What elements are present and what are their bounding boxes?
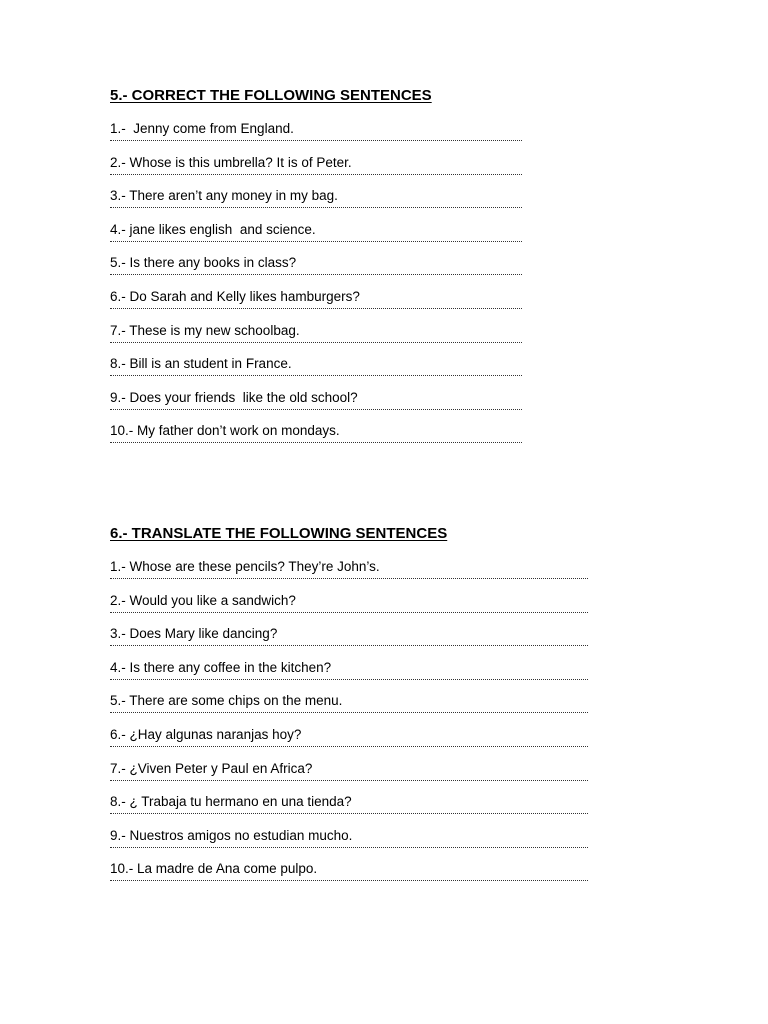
- sentence-text: 10.- La madre de Ana come pulpo.: [110, 861, 318, 877]
- list-item: [110, 860, 447, 894]
- sentence-text: 7.- ¿Viven Peter y Paul en Africa?: [110, 760, 313, 776]
- list-item: [110, 221, 432, 255]
- answer-line[interactable]: [110, 612, 588, 613]
- list-item: [110, 659, 447, 693]
- sentence-text: 10.- My father don’t work on mondays.: [110, 423, 340, 439]
- list-item: [110, 692, 447, 726]
- sentence-text: 1.- Whose are these pencils? They’re John’s.: [110, 559, 380, 574]
- answer-line[interactable]: [110, 308, 522, 309]
- list-item: [110, 288, 432, 322]
- answer-line[interactable]: [110, 409, 522, 410]
- sentence-text: 5.- There are some chips on the menu.: [110, 693, 343, 709]
- sentence-text: 8.- ¿ Trabaja tu hermano en una tienda?: [110, 794, 352, 810]
- sentence-text: 6.- Do Sarah and Kelly likes hamburgers?: [110, 288, 360, 304]
- list-item: [110, 760, 447, 794]
- answer-line[interactable]: [110, 342, 522, 343]
- answer-line[interactable]: [110, 813, 588, 814]
- sentence-text: 6.- ¿Hay algunas naranjas hoy?: [110, 726, 302, 742]
- list-item: [110, 726, 447, 760]
- section-title-translate: 6.- TRANSLATE THE FOLLOWING SENTENCES: [110, 525, 448, 542]
- answer-line[interactable]: [110, 746, 588, 747]
- answer-line[interactable]: [110, 645, 588, 646]
- sentence-text: 8.- Bill is an student in France.: [110, 356, 292, 372]
- answer-line[interactable]: [110, 780, 588, 781]
- answer-line[interactable]: [110, 847, 588, 848]
- list-item: [110, 793, 447, 827]
- list-item: [110, 254, 432, 288]
- sentence-text: 9.- Does your friends like the old school?: [110, 389, 358, 405]
- list-item: [110, 322, 432, 356]
- sentence-text: 3.- Does Mary like dancing?: [110, 626, 278, 642]
- list-item: [110, 625, 447, 659]
- list-item: [110, 120, 432, 154]
- list-item: [110, 154, 432, 188]
- section-title-correct: 5.- CORRECT THE FOLLOWING SENTENCES: [110, 87, 432, 104]
- list-item: [110, 355, 432, 389]
- sentence-text: 2.- Would you like a sandwich?: [110, 592, 296, 608]
- translate-sentences-section: [110, 524, 447, 894]
- list-item: [110, 187, 432, 221]
- list-item: [110, 592, 447, 626]
- sentence-text: 7.- These is my new schoolbag.: [110, 322, 300, 338]
- list-item: [110, 422, 432, 456]
- list-item: [110, 558, 447, 592]
- answer-line[interactable]: [110, 679, 588, 680]
- answer-line[interactable]: [110, 880, 588, 881]
- sentence-text: 9.- Nuestros amigos no estudian mucho.: [110, 827, 353, 843]
- sentence-text: 5.- Is there any books in class?: [110, 255, 297, 271]
- answer-line[interactable]: [110, 207, 522, 208]
- answer-line[interactable]: [110, 442, 522, 443]
- answer-line[interactable]: [110, 274, 522, 275]
- answer-line[interactable]: [110, 712, 588, 713]
- sentence-text: 1.- Jenny come from England.: [110, 121, 294, 136]
- answer-line[interactable]: [110, 174, 522, 175]
- list-item: [110, 389, 432, 423]
- answer-line[interactable]: [110, 375, 522, 376]
- correct-sentences-section: [110, 86, 432, 456]
- answer-line[interactable]: [110, 578, 588, 579]
- sentence-text: 3.- There aren’t any money in my bag.: [110, 188, 338, 204]
- sentence-text: 4.- Is there any coffee in the kitchen?: [110, 659, 332, 675]
- sentence-text: 2.- Whose is this umbrella? It is of Peter.: [110, 154, 352, 170]
- list-item: [110, 827, 447, 861]
- sentence-text: 4.- jane likes english and science.: [110, 221, 316, 237]
- answer-line[interactable]: [110, 241, 522, 242]
- answer-line[interactable]: [110, 140, 522, 141]
